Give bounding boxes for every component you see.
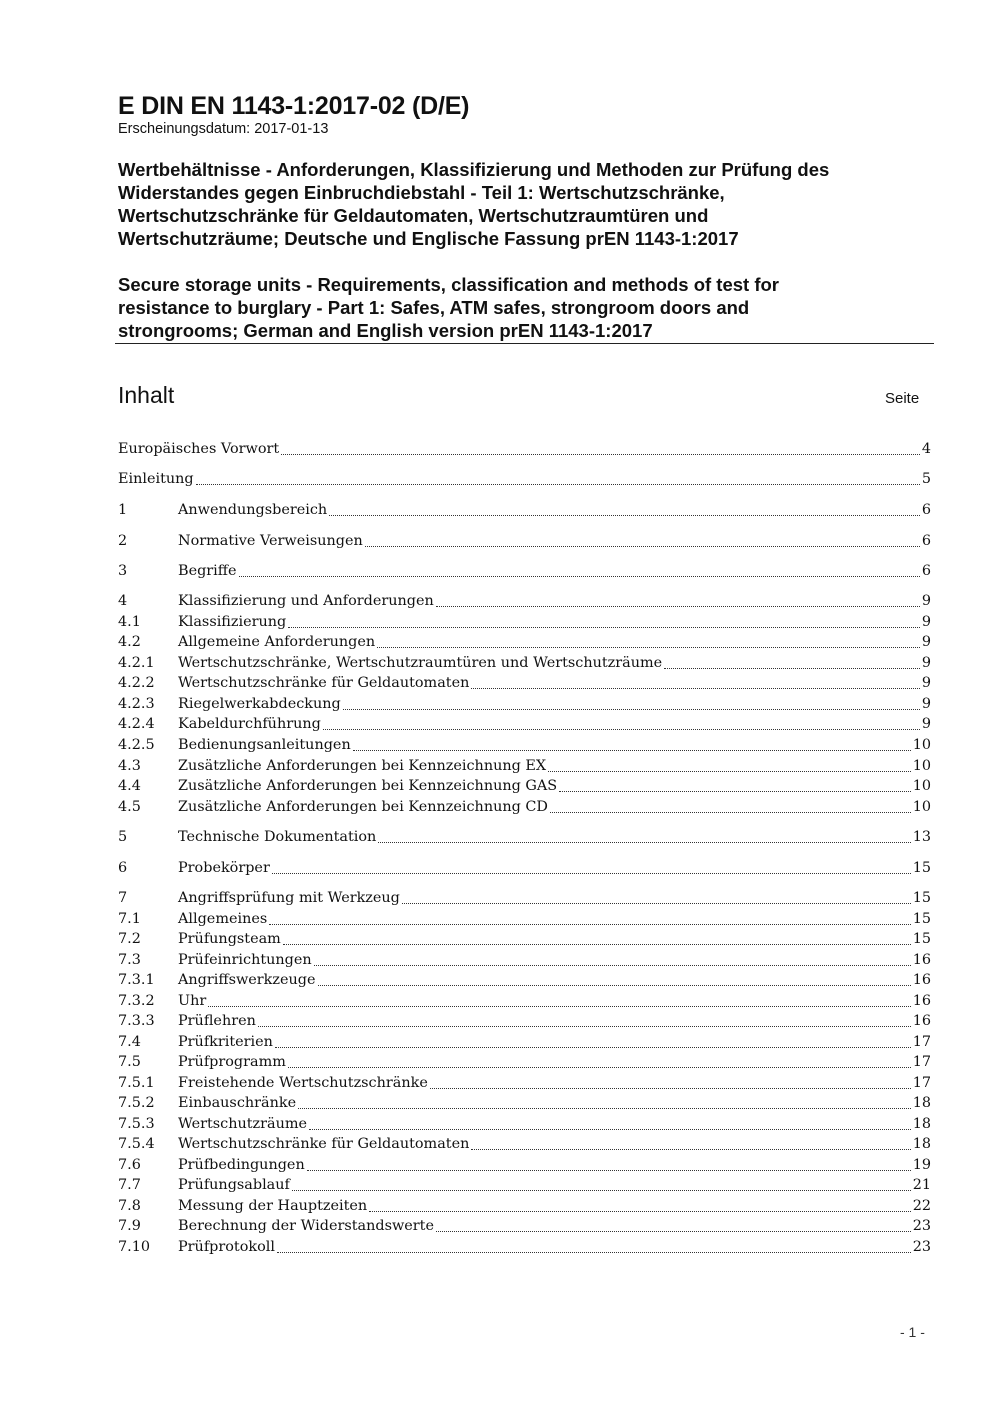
toc-entry-number: 7.3.2 — [118, 993, 155, 1009]
toc-dot-leader — [353, 750, 911, 751]
toc-entry-number: 4.5 — [118, 799, 141, 815]
toc-entry-page: 5 — [921, 471, 931, 487]
toc-entry-title: Wertschutzschränke für Geldautomaten — [178, 675, 470, 691]
toc-dot-leader — [436, 606, 920, 607]
toc-entry[interactable] — [118, 993, 931, 1013]
toc-entry-number: 6 — [118, 860, 128, 876]
toc-entry-title: Klassifizierung und Anforderungen — [178, 593, 434, 609]
title-english-line: strongrooms; German and English version prEN 1143-1:2017 — [118, 320, 653, 341]
toc-dot-leader — [343, 709, 920, 710]
toc-dot-leader — [365, 546, 920, 547]
toc-dot-leader — [329, 515, 920, 516]
toc-entry-page: 16 — [912, 972, 931, 988]
toc-entry[interactable] — [118, 1034, 931, 1054]
toc-entry-title: Wertschutzschränke für Geldautomaten — [178, 1136, 470, 1152]
toc-entry[interactable] — [118, 502, 931, 522]
toc-entry-number: 7.9 — [118, 1218, 141, 1234]
title-divider — [115, 343, 934, 344]
toc-entry-number: 1 — [118, 502, 128, 518]
toc-entry-page: 9 — [921, 696, 931, 712]
toc-entry[interactable] — [118, 614, 931, 634]
toc-dot-leader — [307, 1170, 911, 1171]
toc-entry-title: Einbauschränke — [178, 1095, 297, 1111]
toc-entry-number: 4.2.1 — [118, 655, 155, 671]
toc-entry-number: 7.3 — [118, 952, 141, 968]
toc-entry[interactable] — [118, 758, 931, 778]
toc-entry[interactable] — [118, 829, 931, 849]
toc-entry-title: Uhr — [178, 993, 207, 1009]
toc-entry-number: 7.2 — [118, 931, 141, 947]
toc-entry-page: 15 — [912, 931, 931, 947]
toc-entry-number: 4.2.2 — [118, 675, 155, 691]
toc-entry-page: 23 — [912, 1218, 931, 1234]
toc-dot-leader — [377, 647, 920, 648]
toc-entry[interactable] — [118, 737, 931, 757]
toc-dot-leader — [239, 576, 920, 577]
toc-entry-page: 17 — [912, 1054, 931, 1070]
toc-entry[interactable] — [118, 634, 931, 654]
toc-entry-title: Bedienungsanleitungen — [178, 737, 351, 753]
toc-entry-title: Prüfprotokoll — [178, 1239, 275, 1255]
toc-entry-number: 7.10 — [118, 1239, 151, 1255]
title-german-line: Wertschutzschränke für Geldautomaten, Wertschutzraumtüren und — [118, 205, 709, 226]
toc-dot-leader — [664, 668, 920, 669]
toc-entry-title: Kabeldurchführung — [178, 716, 321, 732]
toc-dot-leader — [288, 1067, 911, 1068]
toc-entry-number: 4.3 — [118, 758, 141, 774]
toc-entry-number: 7.4 — [118, 1034, 141, 1050]
toc-dot-leader — [471, 688, 919, 689]
toc-dot-leader — [269, 924, 910, 925]
title-german-line: Widerstandes gegen Einbruchdiebstahl - Teil 1: Wertschutzschränke, — [118, 182, 725, 203]
toc-entry-title: Klassifizierung — [178, 614, 287, 630]
toc-entry-page: 23 — [912, 1239, 931, 1255]
toc-entry-page: 17 — [912, 1034, 931, 1050]
toc-entry-title: Zusätzliche Anforderungen bei Kennzeichnung EX — [178, 758, 547, 774]
title-english-line: Secure storage units - Requirements, classification and methods of test for — [118, 274, 780, 295]
toc-entry-title: Berechnung der Widerstandswerte — [178, 1218, 434, 1234]
toc-entry-number: 7.5.3 — [118, 1116, 155, 1132]
toc-entry-number: 3 — [118, 563, 128, 579]
toc-entry-page: 18 — [912, 1136, 931, 1152]
toc-entry-title: Begriffe — [178, 563, 237, 579]
toc-dot-leader — [430, 1088, 911, 1089]
toc-entry[interactable] — [118, 799, 931, 819]
toc-dot-leader — [277, 1252, 911, 1253]
toc-entry-number: 7.8 — [118, 1198, 141, 1214]
toc-dot-leader — [283, 944, 911, 945]
toc-entry-title: Wertschutzräume — [178, 1116, 308, 1132]
toc-entry[interactable] — [118, 1177, 931, 1197]
toc-entry[interactable] — [118, 441, 931, 461]
title-german-line: Wertbehältnisse - Anforderungen, Klassifizierung und Methoden zur Prüfung des — [118, 159, 830, 180]
title-german-line: Wertschutzräume; Deutsche und Englische Fassung prEN 1143-1:2017 — [118, 228, 739, 249]
toc-entry-number: 7.6 — [118, 1157, 141, 1173]
toc-entry-page: 10 — [912, 737, 931, 753]
toc-entry-title: Prüfbedingungen — [178, 1157, 305, 1173]
toc-entry[interactable] — [118, 1136, 931, 1156]
toc-entry-number: 5 — [118, 829, 128, 845]
toc-dot-leader — [258, 1026, 911, 1027]
toc-entry-title: Technische Dokumentation — [178, 829, 377, 845]
toc-entry-page: 6 — [921, 563, 931, 579]
toc-dot-leader — [196, 484, 920, 485]
toc-entry-page: 9 — [921, 675, 931, 691]
toc-dot-leader — [298, 1108, 911, 1109]
toc-entry-page: 13 — [912, 829, 931, 845]
toc-heading: Inhalt — [118, 382, 175, 408]
toc-entry-number: 7.5 — [118, 1054, 141, 1070]
toc-dot-leader — [378, 842, 910, 843]
toc-entry-title: Prüfungsteam — [178, 931, 281, 947]
toc-entry-title: Prüfeinrichtungen — [178, 952, 312, 968]
toc-dot-leader — [288, 627, 920, 628]
toc-dot-leader — [550, 812, 911, 813]
toc-entry[interactable] — [118, 1054, 931, 1074]
toc-entry[interactable] — [118, 860, 931, 880]
toc-entry[interactable] — [118, 952, 931, 972]
toc-entry-title: Wertschutzschränke, Wertschutzraumtüren und Wertschutzräume — [178, 655, 663, 671]
toc-entry[interactable] — [118, 1075, 931, 1095]
toc-entry-title: Allgemeine Anforderungen — [178, 634, 376, 650]
toc-entry[interactable] — [118, 1095, 931, 1115]
publication-date: Erscheinungsdatum: 2017-01-13 — [118, 121, 329, 137]
toc-entry-title: Einleitung — [118, 471, 194, 487]
toc-entry-page: 9 — [921, 716, 931, 732]
toc-entry-page: 4 — [921, 441, 931, 457]
toc-entry-title: Allgemeines — [178, 911, 268, 927]
toc-entry-page: 9 — [921, 614, 931, 630]
toc-entry[interactable] — [118, 533, 931, 553]
toc-entry-title: Freistehende Wertschutzschränke — [178, 1075, 428, 1091]
toc-entry-title: Angriffsprüfung mit Werkzeug — [178, 890, 400, 906]
title-english-line: resistance to burglary - Part 1: Safes, ATM safes, strongroom doors and — [118, 297, 750, 318]
toc-entry[interactable] — [118, 655, 931, 675]
toc-entry-page: 6 — [921, 533, 931, 549]
toc-entry-page: 22 — [912, 1198, 931, 1214]
toc-entry-number: 4.2.4 — [118, 716, 155, 732]
toc-entry-page: 18 — [912, 1095, 931, 1111]
toc-dot-leader — [323, 729, 920, 730]
title-german — [118, 158, 938, 250]
toc-entry-number: 2 — [118, 533, 128, 549]
toc-entry[interactable] — [118, 931, 931, 951]
toc-dot-leader — [292, 1190, 911, 1191]
toc-entry-number: 7.5.2 — [118, 1095, 155, 1111]
toc-entry-title: Prüflehren — [178, 1013, 256, 1029]
toc-dot-leader — [281, 454, 920, 455]
toc-entry-number: 7.1 — [118, 911, 141, 927]
toc-entry[interactable] — [118, 972, 931, 992]
toc-entry-title: Prüfungsablauf — [178, 1177, 290, 1193]
page-column-label: Seite — [885, 390, 920, 407]
toc-entry-page: 21 — [912, 1177, 931, 1193]
toc-entry-number: 4.4 — [118, 778, 141, 794]
toc-entry-page: 6 — [921, 502, 931, 518]
toc-entry-title: Prüfkriterien — [178, 1034, 273, 1050]
toc-dot-leader — [369, 1211, 911, 1212]
toc-entry-page: 17 — [912, 1075, 931, 1091]
toc-entry-number: 7.5.1 — [118, 1075, 155, 1091]
toc-entry-page: 10 — [912, 778, 931, 794]
toc-dot-leader — [272, 873, 911, 874]
toc-entry-page: 10 — [912, 758, 931, 774]
toc-dot-leader — [559, 791, 911, 792]
toc-entry-page: 10 — [912, 799, 931, 815]
toc-entry-page: 16 — [912, 952, 931, 968]
toc-entry-page: 15 — [912, 890, 931, 906]
toc-entry-page: 9 — [921, 593, 931, 609]
toc-entry-number: 4.2 — [118, 634, 141, 650]
toc-entry-title: Zusätzliche Anforderungen bei Kennzeichnung GAS — [178, 778, 558, 794]
toc-entry[interactable] — [118, 1218, 931, 1238]
toc-entry-number: 7.5.4 — [118, 1136, 155, 1152]
toc-entry-page: 9 — [921, 655, 931, 671]
toc-entry[interactable] — [118, 563, 931, 583]
toc-entry[interactable] — [118, 1157, 931, 1177]
toc-entry-page: 9 — [921, 634, 931, 650]
toc-entry[interactable] — [118, 696, 931, 716]
toc-entry-title: Probekörper — [178, 860, 270, 876]
toc-entry-number: 4.2.5 — [118, 737, 155, 753]
toc-entry-title: Normative Verweisungen — [178, 533, 363, 549]
toc-entry-page: 16 — [912, 993, 931, 1009]
document-id: E DIN EN 1143-1:2017-02 (D/E) — [118, 92, 470, 120]
toc-entry[interactable] — [118, 1198, 931, 1218]
toc-entry-page: 18 — [912, 1116, 931, 1132]
toc-entry-title: Angriffswerkzeuge — [178, 972, 316, 988]
toc-dot-leader — [436, 1231, 911, 1232]
toc-entry-page: 15 — [912, 911, 931, 927]
toc-dot-leader — [471, 1149, 910, 1150]
toc-entry[interactable] — [118, 675, 931, 695]
toc-dot-leader — [318, 985, 911, 986]
toc-entry[interactable] — [118, 471, 931, 491]
toc-entry-title: Prüfprogramm — [178, 1054, 286, 1070]
toc-entry-number: 4 — [118, 593, 128, 609]
toc-entry-number: 4.2.3 — [118, 696, 155, 712]
toc-entry-title: Riegelwerkabdeckung — [178, 696, 341, 712]
toc-dot-leader — [309, 1129, 911, 1130]
toc-entry[interactable] — [118, 716, 931, 736]
toc-entry-title: Zusätzliche Anforderungen bei Kennzeichnung CD — [178, 799, 548, 815]
title-english — [118, 273, 938, 342]
toc-entry-page: 15 — [912, 860, 931, 876]
toc-entry[interactable] — [118, 593, 931, 613]
toc-entry-number: 7.3.3 — [118, 1013, 155, 1029]
toc-dot-leader — [548, 771, 911, 772]
toc-entry-number: 7 — [118, 890, 128, 906]
toc-entry-page: 19 — [912, 1157, 931, 1173]
toc-dot-leader — [314, 965, 911, 966]
toc-entry-title: Europäisches Vorwort — [118, 441, 280, 457]
toc-entry[interactable] — [118, 1013, 931, 1033]
toc-dot-leader — [208, 1006, 910, 1007]
toc-entry[interactable] — [118, 1116, 931, 1136]
toc-entry[interactable] — [118, 911, 931, 931]
toc-entry[interactable] — [118, 890, 931, 910]
toc-dot-leader — [402, 903, 911, 904]
toc-entry-number: 7.7 — [118, 1177, 141, 1193]
toc-entry-page: 16 — [912, 1013, 931, 1029]
toc-entry-number: 7.3.1 — [118, 972, 155, 988]
toc-entry-number: 4.1 — [118, 614, 141, 630]
toc-entry-title: Messung der Hauptzeiten — [178, 1198, 368, 1214]
toc-dot-leader — [275, 1047, 911, 1048]
toc-entry[interactable] — [118, 1239, 931, 1259]
page-number: - 1 - — [900, 1324, 925, 1340]
toc-entry-title: Anwendungsbereich — [178, 502, 328, 518]
toc-entry[interactable] — [118, 778, 931, 798]
